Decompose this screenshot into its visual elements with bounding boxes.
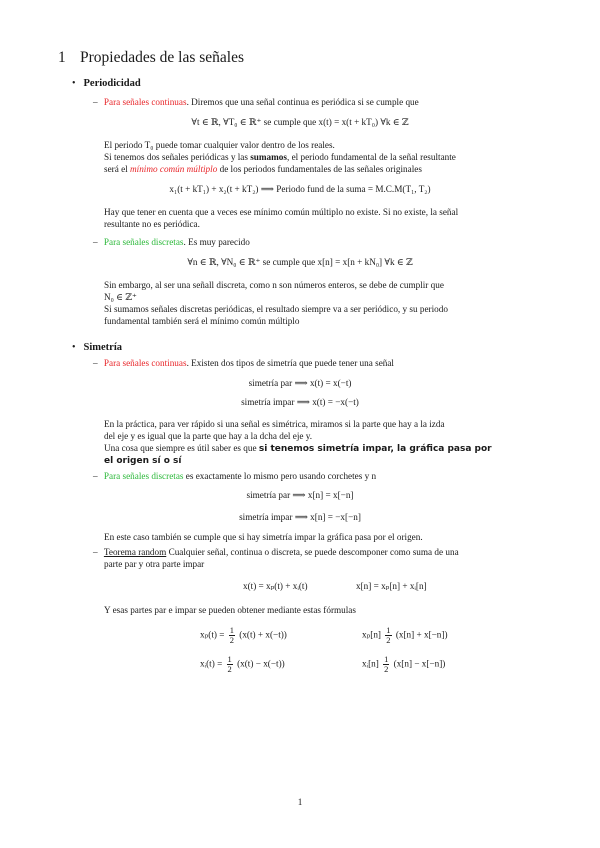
periodicidad-title: Periodicidad: [83, 78, 141, 89]
formula-even-discrete: xₚ[n] $\frac{1}{2}$ (x[n] + x[−n]): [362, 625, 448, 645]
teorema-item: – Teorema random Cualquier señal, continua o discreta, se puede descomponer como suma de una: [93, 547, 459, 557]
paragraph-discretas: Sin embargo, al ser una señall discreta, como n son números enteros, se debe de cumplir que N₀ ∈ ℤ⁺ Si sumamos señales discretas periódicas, el resultado siempre va a ser periódico, y su periodo fundamental también será el mínimo común múltiplo: [104, 280, 448, 326]
decomposition-discrete: x[n] = xₚ[n] + xᵢ[n]: [356, 581, 427, 591]
continuas-text: . Diremos que una señal continua es periódica si se cumple que: [186, 97, 419, 107]
paragraph-periodo: El periodo T₀ puede tomar cualquier valor dentro de los reales. Si tenemos dos señales periódicas y las sumamos, el periodo fundamental de la señal resultante será el mínimo común múltiplo de los periodos fundamentales de las señales originales: [104, 140, 456, 174]
periodicidad-continuas-item: [93, 96, 419, 108]
discretas-label: Para señales discretas: [103, 237, 184, 247]
simetria-title: Simetría: [83, 342, 123, 353]
fraction: $\frac{1}{2}$: [227, 654, 232, 674]
paragraph-mcm: Hay que tener en cuenta que a veces ese mínimo común múltiplo no existe. Si no existe, la señal resultante no es periódica.: [104, 207, 459, 229]
even-symmetry-equation: simetría par ⟹ x(t) = x(−t): [248, 378, 352, 388]
teorema-line2: parte par y otra parte impar: [104, 559, 205, 569]
fraction: $\frac{1}{2}$: [229, 625, 234, 645]
dash-icon: –: [93, 97, 98, 107]
paragraph-formulas: Y esas partes par e impar se pueden obtener mediante estas fórmulas: [104, 605, 356, 615]
discrete-even-equation: simetría par ⟹ x[n] = x[−n]: [246, 490, 354, 500]
page-number: 1: [297, 797, 303, 807]
simetria-discretas-item: – Para señales discretas es exactamente lo mismo pero usando corchetes y n: [93, 471, 377, 481]
periodicidad-discretas-item: – Para señales discretas. Es muy parecido: [93, 237, 250, 247]
discrete-periodicity-equation: ∀n ∈ ℝ, ∀N₀ ∈ ℝ⁺ se cumple que x[n] = x[n + kN₀] ∀k ∈ ℤ: [187, 257, 413, 267]
bullet-icon: •: [72, 342, 76, 353]
dash-icon: –: [93, 237, 98, 247]
section-number: 1: [58, 49, 66, 66]
dash-icon: –: [93, 471, 98, 481]
section-heading: [58, 49, 244, 67]
odd-symmetry-equation: simetría impar ⟹ x(t) = −x(−t): [241, 397, 359, 407]
periodicity-equation: ∀t ∈ ℝ, ∀T₀ ∈ ℝ⁺ se cumple que x(t) = x(t + kT₀) ∀k ∈ ℤ: [191, 117, 409, 127]
dash-icon: –: [93, 547, 98, 557]
formula-even-continuous: xₚ(t) = $\frac{1}{2}$ (x(t) + x(−t)): [200, 625, 287, 645]
fraction: $\frac{1}{2}$: [386, 625, 391, 645]
simetria-continuas-item: – Para señales continuas. Existen dos tipos de simetría que puede tener una señal: [93, 358, 394, 368]
bullet-simetria: [72, 337, 122, 355]
paragraph-origen: En este caso también se cumple que si hay simetría impar la gráfica pasa por el origen.: [104, 532, 423, 542]
fraction: $\frac{1}{2}$: [384, 654, 389, 674]
discrete-odd-equation: simetría impar ⟹ x[n] = −x[−n]: [239, 512, 361, 522]
continuas-label: Para señales continuas: [103, 97, 187, 107]
formula-odd-discrete: xᵢ[n] $\frac{1}{2}$ (x[n] − x[−n]): [362, 654, 446, 674]
dash-icon: –: [93, 358, 98, 368]
paragraph-practica: En la práctica, para ver rápido si una señal es simétrica, miramos si la parte que hay a la izda del eje y es igual que la parte que hay a la dcha del eje y. Una cosa que siempre es útil saber es que si tenemos simetría impar, la gráfica pasa por el origen sí o sí: [104, 419, 492, 466]
decomposition-continuous: x(t) = xₚ(t) + xᵢ(t): [243, 581, 308, 591]
teorema-label: Teorema random: [103, 547, 167, 557]
section-title: Propiedades de las señales: [80, 49, 244, 66]
sum-period-equation: x₁(t + kT₁) + x₂(t + kT₂) ⟹ Periodo fund de la suma = M.C.M(T₁, T₂): [169, 184, 431, 194]
bullet-periodicidad: [72, 73, 141, 91]
formula-odd-continuous: xᵢ(t) = $\frac{1}{2}$ (x(t) − x(−t)): [200, 654, 285, 674]
bullet-icon: •: [72, 78, 76, 89]
